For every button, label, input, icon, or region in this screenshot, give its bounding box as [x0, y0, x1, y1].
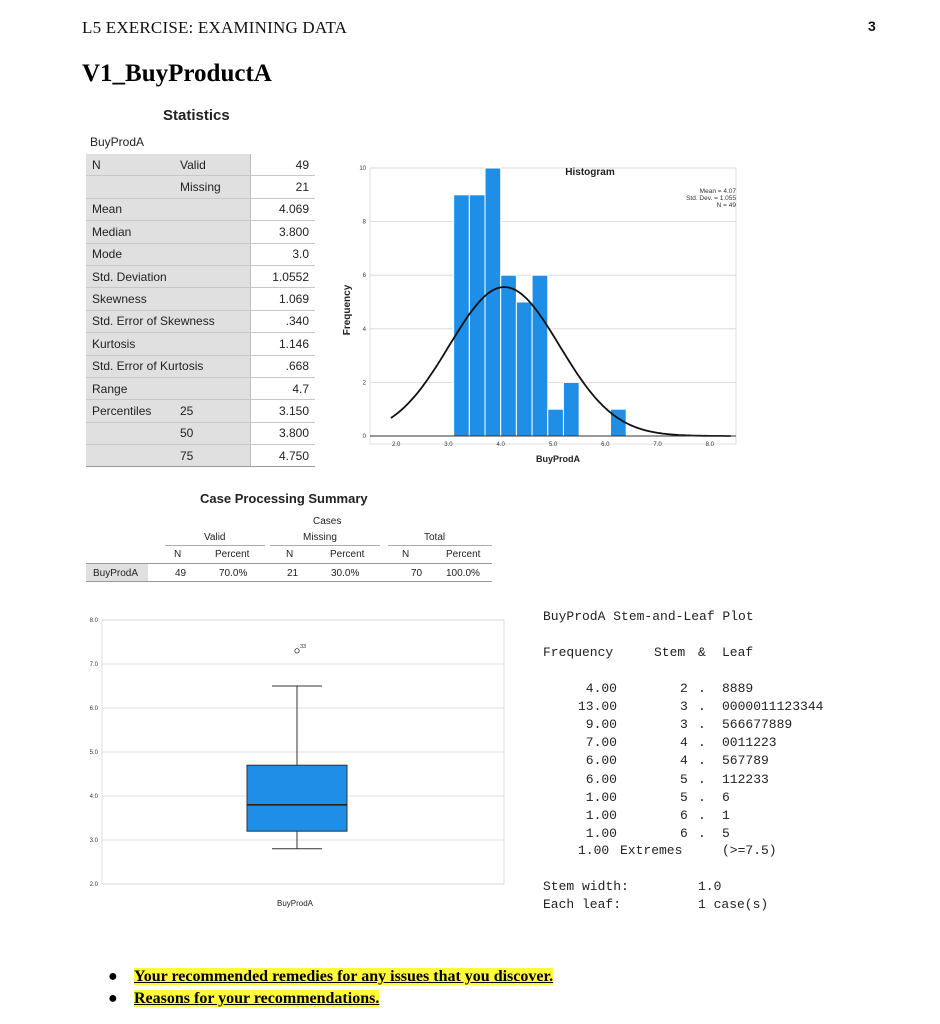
statistics-row-label: Percentiles — [86, 400, 174, 422]
statistics-row-value: 4.7 — [251, 377, 316, 399]
histogram-y-tick-label: 4 — [362, 326, 366, 333]
statistics-row — [86, 265, 315, 287]
cps-valid-n-header: N — [174, 549, 182, 560]
boxplot-y-tick-label: 5.0 — [89, 750, 98, 756]
histogram-bar — [548, 409, 564, 436]
statistics-row — [86, 176, 315, 198]
statistics-row — [86, 355, 315, 377]
boxplot-x-label: BuyProdA — [276, 899, 314, 908]
statistics-row-sublabel — [174, 198, 251, 220]
statistics-row-value: 1.0552 — [251, 265, 316, 287]
boxplot-outlier-label: 33 — [300, 643, 307, 650]
stem-leaf-separator: . — [698, 699, 706, 715]
stem-leaf-leaf: 6 — [722, 789, 730, 805]
stem-leaf-stem: 4 — [680, 735, 688, 751]
boxplot-y-tick-label: 6.0 — [89, 706, 98, 712]
statistics-row-label — [86, 422, 174, 444]
bullet-dot: ● — [108, 990, 118, 1007]
stem-leaf-separator: . — [698, 825, 706, 841]
stem-leaf-stem: 5 — [680, 789, 688, 805]
stem-leaf-frequency: 7.00 — [585, 735, 617, 751]
cps-missing-n: 21 — [287, 568, 299, 579]
histogram-bar — [563, 382, 579, 436]
cps-total-rule — [388, 545, 492, 546]
cps-valid-rule — [165, 545, 265, 546]
statistics-row-sublabel: 50 — [174, 422, 251, 444]
histogram-legend-sd: Std. Dev. = 1.055 — [686, 195, 736, 202]
cps-total-header: Total — [424, 532, 446, 543]
cps-total-n: 70 — [411, 568, 423, 579]
statistics-row-label: Std. Deviation — [86, 265, 174, 287]
stem-leaf-separator: . — [698, 771, 706, 787]
statistics-row-value: 21 — [251, 176, 316, 198]
statistics-table — [86, 154, 315, 467]
histogram-x-tick-label: 7.0 — [653, 442, 662, 448]
statistics-row-value: 3.800 — [251, 422, 316, 444]
boxplot-y-tick-label: 8.0 — [89, 618, 98, 624]
statistics-row-sublabel: 75 — [174, 445, 251, 467]
histogram-x-tick-label: 4.0 — [496, 442, 505, 448]
statistics-row-sublabel — [174, 243, 251, 265]
statistics-row-label — [86, 445, 174, 467]
bullet-dot: ● — [108, 968, 118, 985]
statistics-row — [86, 154, 315, 176]
stem-leaf-stem: 2 — [680, 681, 688, 696]
statistics-row-label: N — [86, 154, 174, 176]
variable-title: V1_BuyProductA — [82, 60, 272, 87]
histogram-x-tick-label: 5.0 — [548, 442, 558, 448]
statistics-row-sublabel: 25 — [174, 400, 251, 422]
histogram-y-label: Frequency — [342, 284, 353, 336]
stem-leaf-separator: . — [698, 717, 706, 733]
histogram-plot-frame — [370, 168, 736, 444]
stem-leaf-extremes-leaf: (>=7.5) — [722, 843, 777, 858]
stem-leaf-leaf: 0000011123344 — [722, 699, 824, 715]
stem-leaf-leaf: 1 — [722, 807, 730, 823]
statistics-row — [86, 221, 315, 243]
histogram-bar — [516, 302, 532, 436]
statistics-row-sublabel — [174, 265, 251, 287]
statistics-row-value: 3.0 — [251, 243, 316, 265]
stem-leaf-stem: 6 — [680, 825, 688, 841]
stem-leaf-title: BuyProdA Stem-and-Leaf Plot — [543, 609, 754, 624]
statistics-row-label: Std. Error of Skewness — [86, 310, 251, 332]
statistics-row-label: Mode — [86, 243, 174, 265]
stem-leaf-separator: . — [698, 789, 706, 805]
statistics-row-label: Skewness — [86, 288, 174, 310]
page-number: 3 — [868, 18, 876, 34]
statistics-row-label: Kurtosis — [86, 333, 174, 355]
statistics-row-sublabel — [174, 221, 251, 243]
case-processing-title: Case Processing Summary — [200, 491, 368, 506]
stem-leaf-amp-header: & — [698, 645, 706, 660]
stem-leaf-leaf-header: Leaf — [722, 645, 754, 660]
stem-leaf-leaf: 567789 — [722, 753, 769, 769]
stem-leaf-extremes-label: Extremes — [620, 843, 683, 858]
statistics-row-sublabel: Missing — [174, 176, 251, 198]
stem-leaf-separator: . — [698, 807, 706, 823]
stem-leaf-leaf: 112233 — [722, 771, 769, 787]
histogram-x-tick-label: 8.0 — [705, 442, 715, 448]
histogram-bar — [454, 195, 470, 436]
stem-leaf-separator: . — [698, 681, 706, 696]
stem-leaf-leaf: 5 — [722, 825, 730, 841]
cps-missing-pct-header: Percent — [330, 549, 365, 560]
statistics-row — [86, 243, 315, 265]
stem-leaf-leaf: 8889 — [722, 681, 754, 696]
stem-leaf-extremes-freq: 1.00 — [578, 843, 610, 858]
statistics-row — [86, 422, 315, 444]
statistics-row-sublabel — [174, 288, 251, 310]
histogram-chart — [330, 160, 740, 470]
histogram-legend-mean: Mean = 4.07 — [699, 188, 736, 195]
stem-leaf-frequency: 1.00 — [585, 825, 617, 841]
cps-row-label: BuyProdA — [93, 568, 139, 579]
histogram-y-tick-label: 0 — [362, 434, 366, 440]
cps-missing-pct: 30.0% — [331, 568, 360, 579]
bullet-item-reasons — [108, 990, 379, 1008]
statistics-row-sublabel — [174, 333, 251, 355]
statistics-title: Statistics — [163, 107, 230, 124]
statistics-row-label: Std. Error of Kurtosis — [86, 355, 251, 377]
stem-leaf-frequency: 6.00 — [585, 753, 617, 769]
statistics-row-value: 3.800 — [251, 221, 316, 243]
histogram-y-tick-label: 10 — [359, 166, 366, 172]
cps-total-pct-header: Percent — [446, 549, 481, 560]
bullet-text-remedies: Your recommended remedies for any issues that you discover. — [134, 968, 554, 985]
stem-leaf-separator: . — [698, 735, 706, 751]
each-leaf-label: Each leaf: — [543, 897, 622, 912]
cps-bottom-rule — [86, 581, 492, 582]
statistics-row-label: Range — [86, 377, 174, 399]
statistics-row — [86, 377, 315, 399]
cps-missing-header: Missing — [303, 532, 337, 543]
statistics-row-label — [86, 176, 174, 198]
statistics-row-value: 49 — [251, 154, 316, 176]
cps-valid-pct: 70.0% — [219, 568, 248, 579]
stem-leaf-frequency: 4.00 — [585, 681, 617, 696]
page-header-title: L5 EXERCISE: EXAMINING DATA — [82, 18, 348, 37]
histogram-bar — [485, 168, 501, 436]
histogram-bar — [532, 275, 548, 436]
stem-leaf-stem-header: Stem — [654, 645, 686, 660]
stem-leaf-leaf: 566677889 — [722, 717, 793, 733]
histogram-y-tick-label: 2 — [362, 380, 366, 387]
cps-missing-rule — [270, 545, 380, 546]
cps-total-n-header: N — [402, 549, 410, 560]
statistics-row — [86, 333, 315, 355]
cps-valid-n: 49 — [175, 568, 187, 579]
bullet-text-reasons: Reasons for your recommendations. — [134, 990, 380, 1007]
statistics-row-value: 3.150 — [251, 400, 316, 422]
stem-leaf-stem: 4 — [680, 753, 688, 769]
stem-leaf-leaf: 0011223 — [722, 735, 777, 751]
stem-leaf-frequency: 1.00 — [585, 807, 617, 823]
boxplot-box — [247, 765, 347, 831]
cps-valid-pct-header: Percent — [215, 549, 250, 560]
statistics-row-value: 1.069 — [251, 288, 316, 310]
stem-leaf-frequency: 13.00 — [577, 699, 617, 715]
statistics-row — [86, 198, 315, 220]
statistics-variable-label: BuyProdA — [90, 135, 145, 149]
statistics-row-value: .668 — [251, 355, 316, 377]
histogram-bar — [469, 195, 485, 436]
each-leaf-value: 1 case(s) — [698, 897, 769, 912]
statistics-row-label: Median — [86, 221, 174, 243]
statistics-row-value: 4.069 — [251, 198, 316, 220]
stem-leaf-stem: 6 — [680, 807, 688, 823]
histogram-bar — [501, 275, 517, 436]
histogram-y-tick-label: 6 — [362, 273, 366, 280]
histogram-legend-n: N = 49 — [716, 202, 736, 209]
histogram-x-label: BuyProdA — [535, 454, 581, 464]
statistics-row-value: 1.146 — [251, 333, 316, 355]
cps-valid-header: Valid — [204, 532, 226, 543]
histogram-x-tick-label: 2.0 — [391, 442, 401, 448]
stem-leaf-stem: 3 — [680, 699, 688, 715]
stem-leaf-frequency-header: Frequency — [543, 645, 614, 660]
stem-width-value: 1.0 — [698, 879, 722, 894]
stem-leaf-frequency: 6.00 — [585, 771, 617, 787]
cps-missing-n-header: N — [286, 549, 294, 560]
stem-leaf-stem: 5 — [680, 771, 688, 787]
histogram-title: Histogram — [565, 167, 615, 178]
boxplot-y-tick-label: 7.0 — [89, 662, 98, 668]
stem-leaf-stem: 3 — [680, 717, 688, 733]
boxplot-y-tick-label: 3.0 — [89, 838, 98, 844]
statistics-row-value: 4.750 — [251, 445, 316, 467]
histogram-x-tick-label: 3.0 — [444, 442, 453, 448]
statistics-row-sublabel: Valid — [174, 154, 251, 176]
statistics-row-label: Mean — [86, 198, 174, 220]
stem-width-label: Stem width: — [543, 879, 629, 894]
statistics-row-value: .340 — [251, 310, 316, 332]
stem-leaf-separator: . — [698, 753, 706, 769]
statistics-row-sublabel — [174, 377, 251, 399]
boxplot-y-tick-label: 4.0 — [89, 794, 98, 800]
cps-cases-header: Cases — [313, 516, 342, 527]
statistics-row — [86, 288, 315, 310]
boxplot-chart — [82, 612, 510, 918]
stem-leaf-frequency: 9.00 — [585, 717, 617, 733]
stem-leaf-frequency: 1.00 — [585, 789, 617, 805]
bullet-item-remedies — [108, 968, 553, 986]
statistics-row — [86, 400, 315, 422]
boxplot-y-tick-label: 2.0 — [89, 882, 98, 888]
cps-total-pct: 100.0% — [446, 568, 480, 579]
statistics-row — [86, 310, 315, 332]
histogram-y-tick-label: 8 — [362, 219, 366, 226]
statistics-row — [86, 445, 315, 467]
histogram-x-tick-label: 6.0 — [601, 442, 610, 448]
